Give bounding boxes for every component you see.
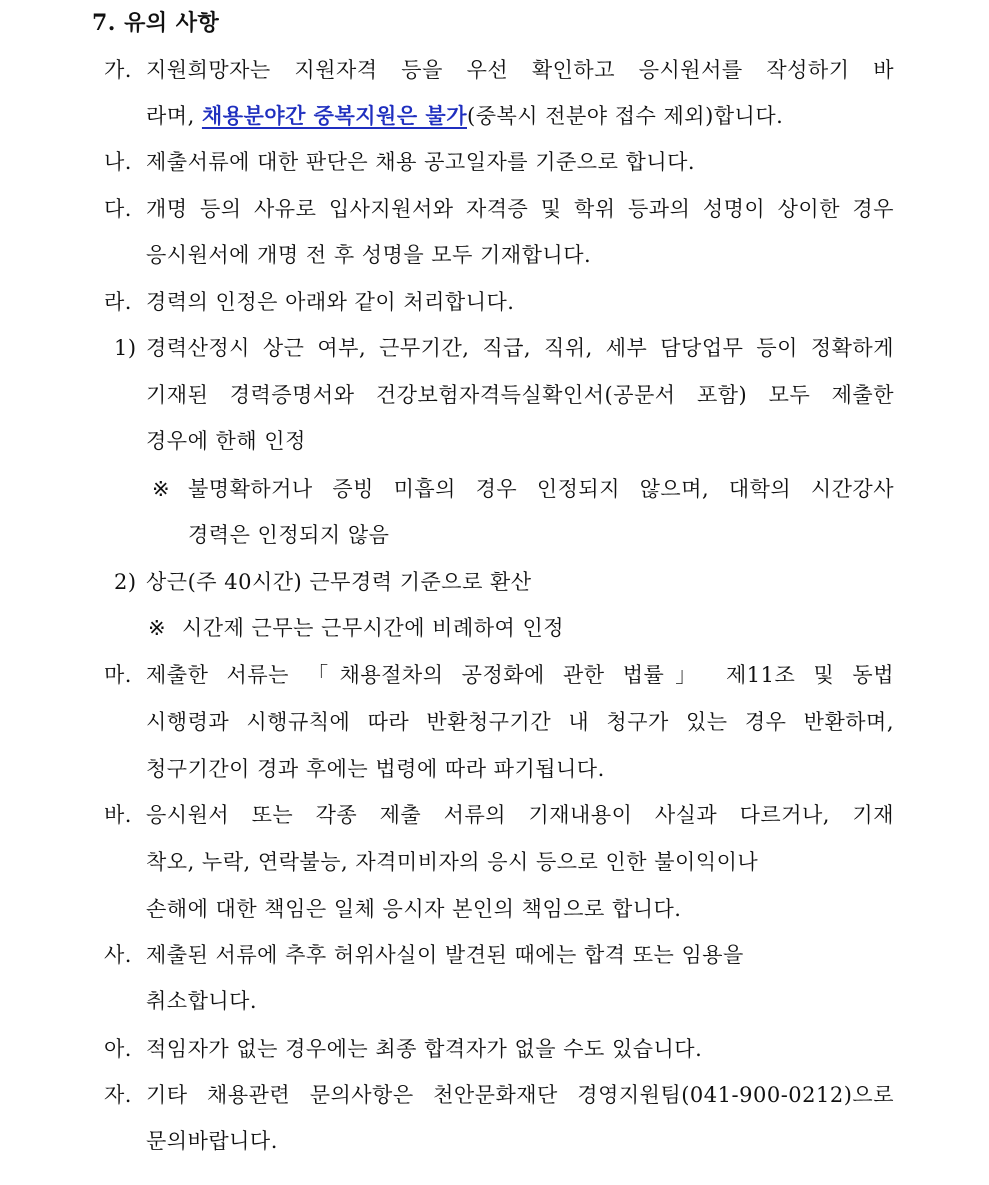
item-da-line2: 응시원서에 개명 전 후 성명을 모두 기재합니다. [146, 243, 592, 267]
item-ja-marker: 자. [104, 1083, 132, 1107]
item-ra-sub1-line1: 경력산정시 상근 여부, 근무기간, 직급, 직위, 세부 담당업무 등이 정확하게 [146, 336, 894, 360]
item-ma-marker: 마. [104, 663, 132, 687]
item-ba-line1: 응시원서 또는 각종 제출 서류의 기재내용이 사실과 다르거나, 기재 [146, 803, 894, 827]
item-ra-sub1-line2: 기재된 경력증명서와 건강보험자격득실확인서(공문서 포함) 모두 제출한 [146, 383, 894, 407]
item-sa-marker: 사. [104, 943, 132, 967]
item-da-marker: 다. [104, 197, 132, 221]
section-heading [92, 8, 219, 38]
item-aa-line1: 적임자가 없는 경우에는 최종 합격자가 없을 수도 있습니다. [146, 1037, 703, 1061]
item-ga-line2-post: (중복시 전분야 접수 제외)합니다. [467, 104, 784, 128]
item-ba-line2: 착오, 누락, 연락불능, 자격미비자의 응시 등으로 인한 불이익이나 [146, 850, 759, 874]
item-ra-sub1-note-marker: ※ [152, 477, 171, 501]
duplicate-application-link[interactable]: 채용분야간 중복지원은 불가 [201, 103, 467, 128]
item-ra-sub1-marker: 1) [114, 336, 137, 360]
item-ba-line3: 손해에 대한 책임은 일체 응시자 본인의 책임으로 합니다. [146, 897, 682, 921]
item-ra-sub1-line3: 경우에 한해 인정 [146, 429, 306, 453]
item-ra-sub1-note-line2: 경력은 인정되지 않음 [188, 523, 390, 547]
item-aa-marker: 아. [104, 1037, 132, 1061]
section-title: 유의 사항 [124, 10, 220, 36]
section-number: 7. [92, 10, 116, 36]
item-sa-line1: 제출된 서류에 추후 허위사실이 발견된 때에는 합격 또는 임용을 [146, 943, 744, 967]
item-ra-line1: 경력의 인정은 아래와 같이 처리합니다. [146, 290, 515, 314]
item-ra-sub2-note-line1: 시간제 근무는 근무시간에 비례하여 인정 [182, 616, 565, 640]
item-ma-line3: 청구기간이 경과 후에는 법령에 따라 파기됩니다. [146, 757, 605, 781]
item-ga-line1: 지원희망자는 지원자격 등을 우선 확인하고 응시원서를 작성하기 바 [146, 58, 894, 82]
item-da-line1: 개명 등의 사유로 입사지원서와 자격증 및 학위 등과의 성명이 상이한 경우 [146, 197, 894, 221]
item-na-marker: 나. [104, 150, 132, 174]
item-ra-sub2-marker: 2) [114, 570, 137, 594]
item-ra-sub2-note-marker: ※ [148, 616, 167, 640]
item-ra-sub1-note-line1: 불명확하거나 증빙 미흡의 경우 인정되지 않으며, 대학의 시간강사 [188, 477, 894, 501]
item-ma-line1: 제출한 서류는 「채용절차의 공정화에 관한 법률」 제11조 및 동법 [146, 663, 894, 687]
item-ba-marker: 바. [104, 803, 132, 827]
item-ja-line2: 문의바랍니다. [146, 1129, 278, 1153]
item-ga-marker: 가. [104, 58, 132, 82]
item-ga-line2-pre: 라며, [146, 104, 202, 128]
item-ra-sub2-line1: 상근(주 40시간) 근무경력 기준으로 환산 [146, 570, 532, 594]
item-na-line1: 제출서류에 대한 판단은 채용 공고일자를 기준으로 합니다. [146, 150, 696, 174]
item-ma-line2: 시행령과 시행규칙에 따라 반환청구기간 내 청구가 있는 경우 반환하며, [146, 710, 894, 734]
item-ja-line1: 기타 채용관련 문의사항은 천안문화재단 경영지원팀(041-900-0212)으로 [146, 1083, 894, 1107]
item-ga-line2 [146, 101, 783, 131]
item-ra-marker: 라. [104, 290, 132, 314]
item-sa-line2: 취소합니다. [146, 989, 258, 1013]
